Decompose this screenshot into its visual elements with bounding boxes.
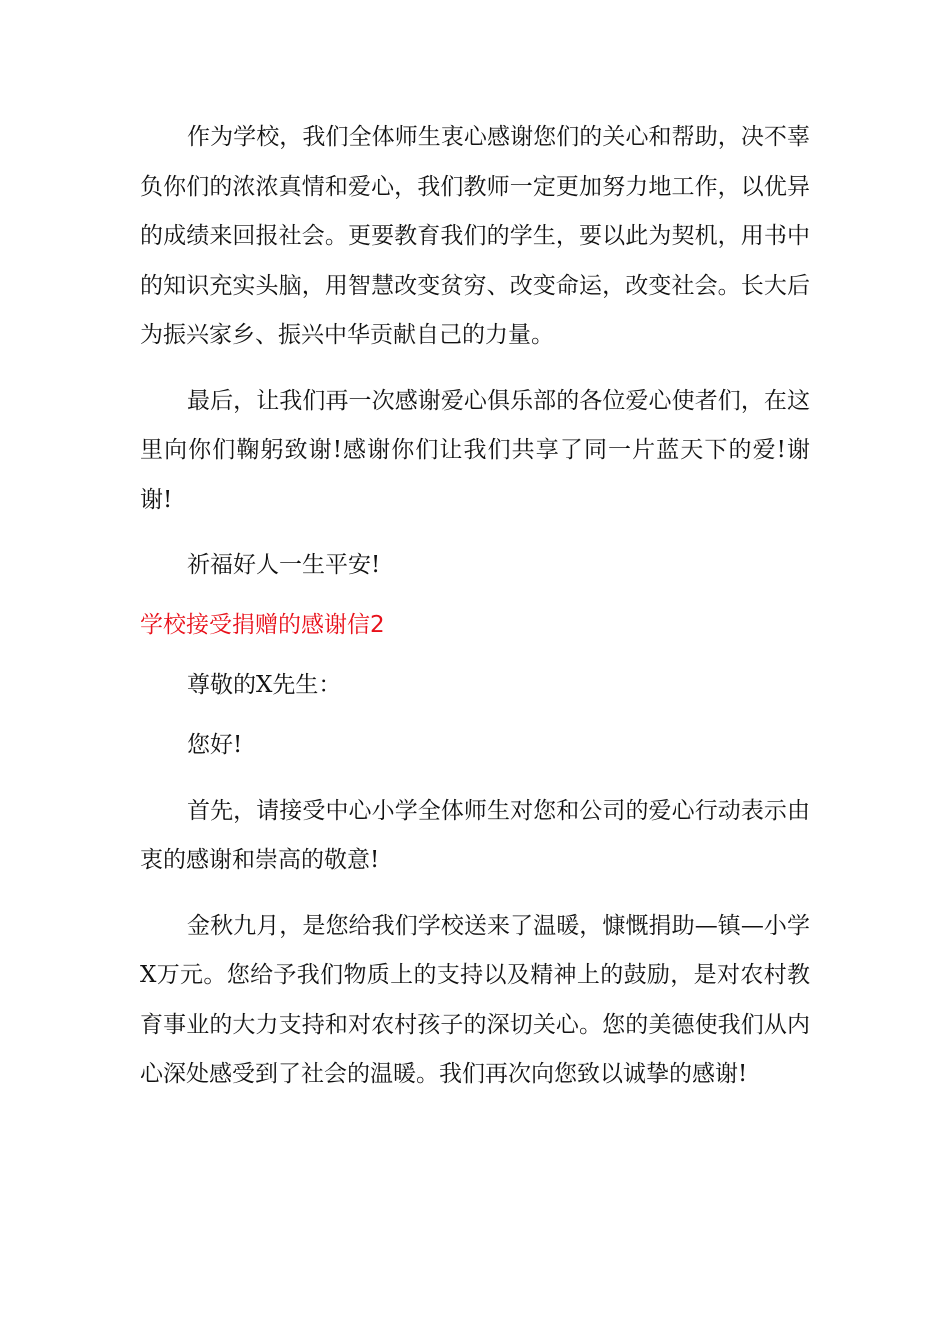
- paragraph-salutation: 尊敬的X先生：: [187, 671, 342, 698]
- paragraph-blessing: 祈福好人一生平安!: [187, 552, 381, 578]
- document-body: [140, 113, 810, 1100]
- paragraph-opening-thanks: 首先，请接受中心小学全体师生对您和公司的爱心行动表示由衷的感谢和崇高的敬意!: [140, 797, 810, 873]
- paragraph-school-gratitude: 作为学校，我们全体师生衷心感谢您们的关心和帮助，决不辜负你们的浓浓真情和爱心，我们教师一定更加努力地工作，以优异的成绩来回报社会。更要教育我们的学生，要以此为契机，用书中的知识充实头脑，用智慧改变贫穷、改变命运，改变社会。长大后为振兴家乡、振兴中华贡献自己的力量。: [140, 124, 810, 348]
- section-heading: 学校接受捐赠的感谢信2: [140, 611, 385, 638]
- paragraph-final-thanks: 最后，让我们再一次感谢爱心俱乐部的各位爱心使者们，在这里向你们鞠躬致谢!感谢你们让我们共享了同一片蓝天下的爱!谢谢!: [140, 387, 810, 513]
- paragraph-greeting: 您好!: [187, 732, 243, 758]
- paragraph-donation-details: 金秋九月，是您给我们学校送来了温暖，慷慨捐助—镇—小学X万元。您给予我们物质上的支持以及精神上的鼓励，是对农村教育事业的大力支持和对农村孩子的深切关心。您的美德使我们从内心深处感受到了社会的温暖。我们再次向您致以诚挚的感谢!: [140, 912, 810, 1087]
